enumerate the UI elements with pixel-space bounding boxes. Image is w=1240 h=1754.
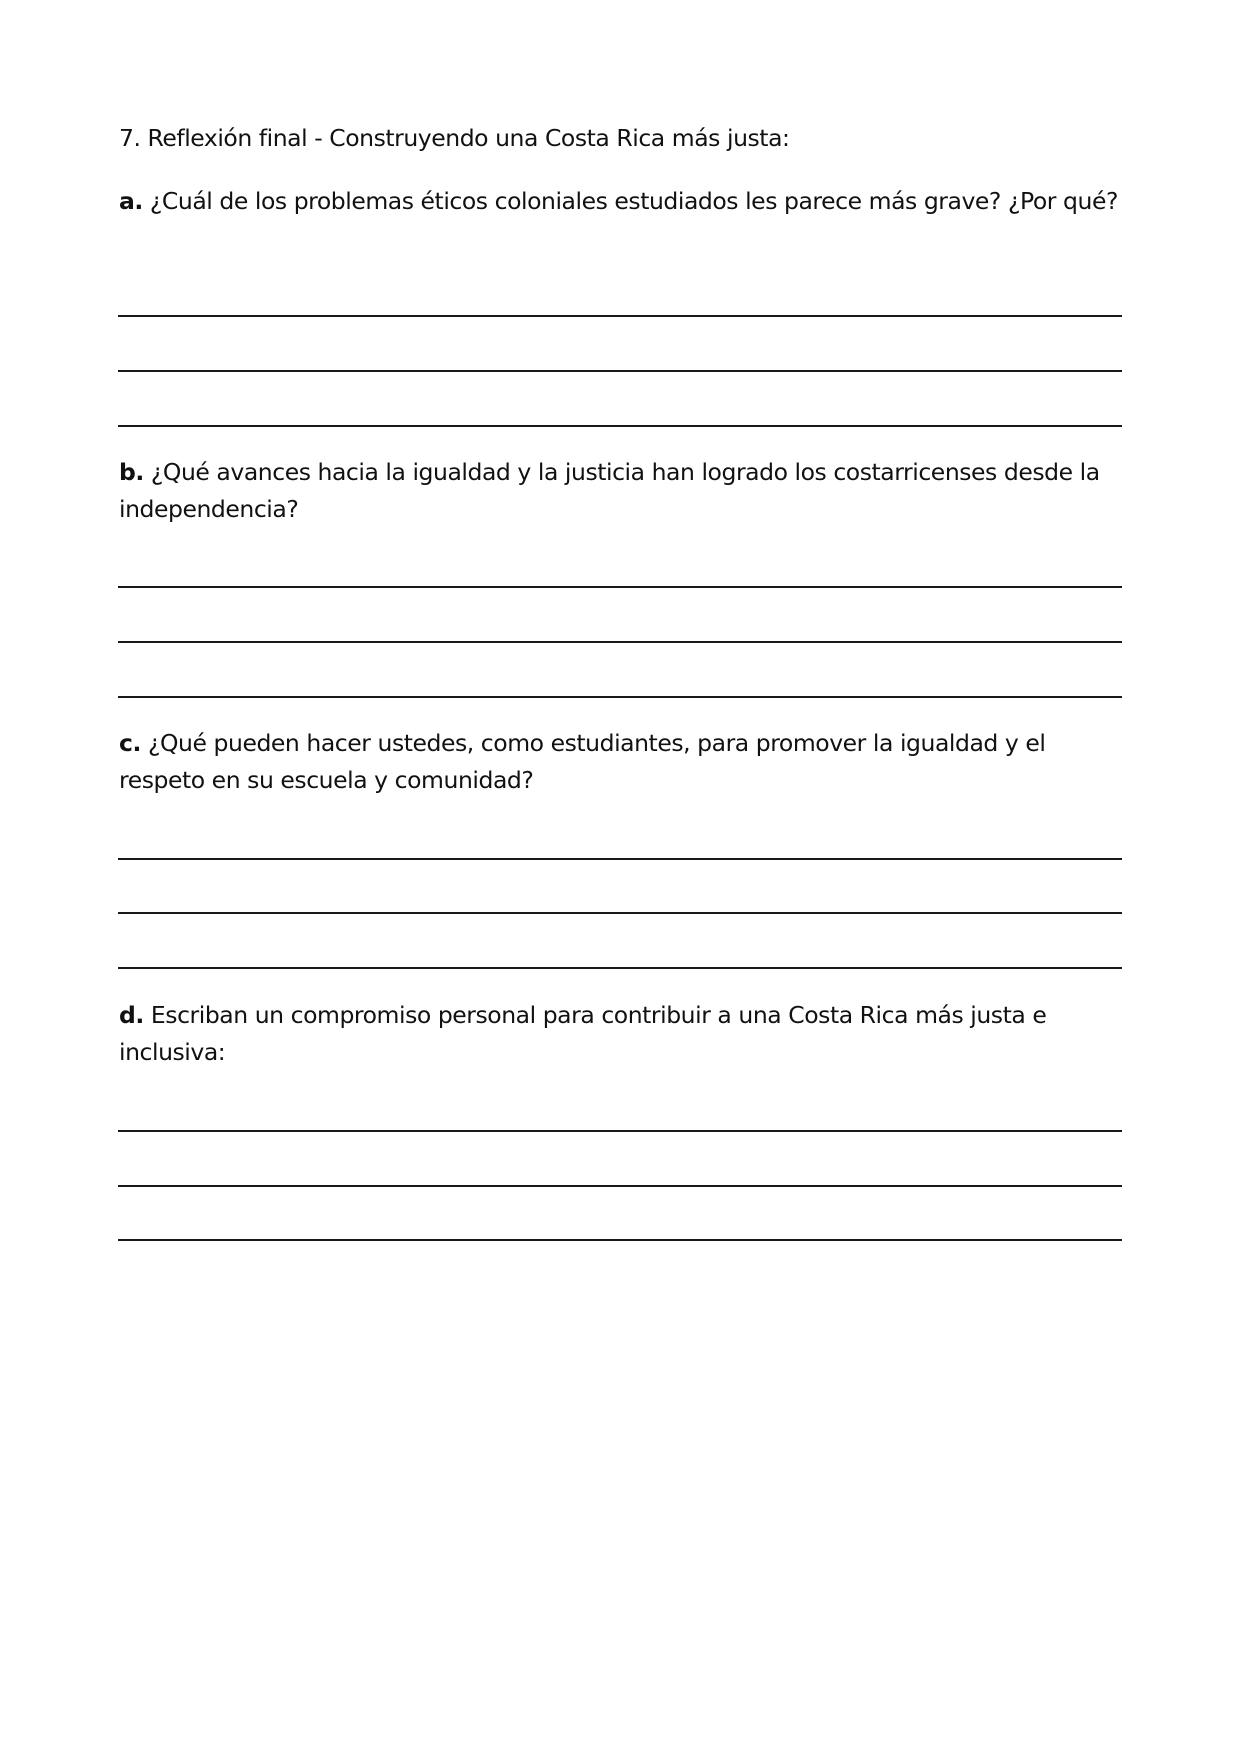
question-label: c.	[119, 729, 141, 757]
answer-line-a-1[interactable]	[118, 315, 1122, 317]
question-c	[119, 725, 1129, 799]
question-label: b.	[119, 458, 144, 486]
answer-line-d-1[interactable]	[118, 1130, 1122, 1132]
question-b	[119, 454, 1129, 528]
answer-line-d-2[interactable]	[118, 1185, 1122, 1187]
answer-line-c-3[interactable]	[118, 967, 1122, 969]
question-text: ¿Qué pueden hacer ustedes, como estudiantes, para promover la igualdad y el respeto en su escuela y comunidad?	[119, 729, 1046, 794]
answer-line-b-3[interactable]	[118, 696, 1122, 698]
question-d	[119, 997, 1129, 1071]
question-label: a.	[119, 187, 143, 215]
question-label: d.	[119, 1001, 144, 1029]
question-text: ¿Qué avances hacia la igualdad y la justicia han logrado los costarricenses desde la independencia?	[119, 458, 1100, 523]
answer-line-b-2[interactable]	[118, 641, 1122, 643]
question-a	[119, 183, 1129, 220]
question-text: ¿Cuál de los problemas éticos coloniales estudiados les parece más grave? ¿Por qué?	[142, 187, 1118, 215]
answer-line-c-2[interactable]	[118, 912, 1122, 914]
question-text: Escriban un compromiso personal para contribuir a una Costa Rica más justa e inclusiva:	[119, 1001, 1047, 1066]
answer-line-c-1[interactable]	[118, 858, 1122, 860]
answer-line-d-3[interactable]	[118, 1239, 1122, 1241]
answer-line-a-2[interactable]	[118, 370, 1122, 372]
answer-line-a-3[interactable]	[118, 425, 1122, 427]
section-title: 7. Reflexión final - Construyendo una Costa Rica más justa:	[119, 124, 790, 152]
answer-line-b-1[interactable]	[118, 586, 1122, 588]
